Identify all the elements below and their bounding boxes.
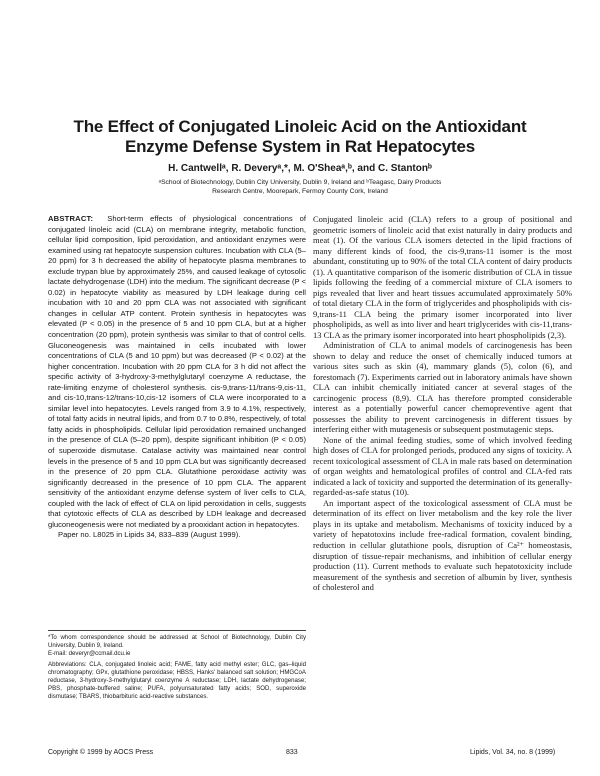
right-column bbox=[313, 214, 572, 593]
affiliation-line-2: Research Centre, Moorepark, Fermoy County Cork, Ireland bbox=[212, 188, 388, 195]
left-column bbox=[48, 214, 306, 541]
body-paragraph-1: Conjugated linoleic acid (CLA) refers to a group of positional and geometric isomers of linoleic acid that exist naturally in dairy products and meat (1). Of the various CLA isomers detected in the lipid fractions of many different kinds of food, the cis-9,trans-11 isomer is the most abundant, constituting up to 90% of the total CLA content of dairy products (1). A quantitative comparison of the isomeric distribution of CLA in tissue lipids following the feeding of a commercial mixture of CLA isomers to pigs revealed that liver and heart tissues accumulated approximately 50% of total dietary CLA in the form of triglycerides and phospholipids with cis-9,trans-11 CLA being the primary isomer incorporated into liver phospholipids, as well as into liver and heart triglycerides with cis-11,trans-13 CLA as the primary isomer incorporated into heart phospholipids (2,3). bbox=[313, 214, 572, 340]
footnotes bbox=[48, 634, 306, 704]
title-line-1: The Effect of Conjugated Linoleic Acid on the Antioxidant bbox=[73, 117, 527, 136]
paper-reference: Paper no. L8025 in Lipids 34, 833–839 (August 1999). bbox=[58, 530, 241, 540]
article-title bbox=[50, 117, 550, 157]
page-number: 833 bbox=[286, 749, 298, 756]
affiliation-line-1: ᵃSchool of Biotechnology, Dublin City University, Dublin 9, Ireland and ᵇTeagasc, Dairy Products bbox=[158, 179, 442, 186]
copyright-footer: Copyright © 1999 by AOCS Press bbox=[48, 749, 154, 756]
footnote-correspondence bbox=[48, 634, 306, 658]
footnote-divider bbox=[48, 630, 306, 631]
author-list: H. Cantwellᵃ, R. Deveryᵃ,*, M. O'Sheaᵃ,ᵇ, and C. Stantonᵇ bbox=[168, 163, 432, 174]
body-paragraph-3: None of the animal feeding studies, some of which involved feeding high doses of CLA for prolonged periods, produced any signs of toxicity. A recent toxicological assessment of CLA in male rats based on determination of organ weights and hematological profiles of control and CLA-fed rats indicated a lack of toxicity and supported the determination of its generally-regarded-as-safe status (10). bbox=[313, 434, 572, 498]
abstract bbox=[48, 214, 306, 530]
footnote-abbreviations: Abbreviations: CLA, conjugated linoleic acid; FAME, fatty acid methyl ester; GLC, gas–liquid chromatography; GPx, glutathione peroxidase; HBSS, Hanks' balanced salt solution; HMGCoA reductase, 3-hydroxy-3-methylglutaryl coenzyme A reductase; LDH, lactate dehydrogenase; PBS, phosphate-buffered saline; PUFA, polyunsaturated fatty acids; SOD, superoxide dismutase; TBARS, thiobarbituric acid-reactive substances. bbox=[48, 661, 306, 700]
email-text: E-mail: deveryr@ccmail.dcu.ie bbox=[48, 650, 131, 657]
body-paragraph-2: Administration of CLA to animal models of carcinogenesis has been shown to delay and reduce the onset of chemically induced tumors at various sites such as skin (4), mammary glands (5), colon (6), and forestomach (7). Experiments carried out in laboratory animals have shown CLA can inhibit chemically initiated cancer at several stages of the carcinogenic process (8,9). CLA has therefore prompted considerable interest as a potentially powerful cancer chemopreventive agent that possesses the ability to prevent carcinogenesis in different tissues by interfering either with mutagenesis or subsequent postmutagenic steps. bbox=[313, 340, 572, 435]
abstract-heading: ABSTRACT: bbox=[48, 214, 94, 223]
correspondence-text: *To whom correspondence should be addressed at School of Biotechnology, Dublin City University, Dublin 9, Ireland. bbox=[48, 634, 306, 649]
title-line-2: Enzyme Defense System in Rat Hepatocytes bbox=[124, 137, 476, 156]
affiliation bbox=[90, 178, 510, 196]
abstract-text: Short-term effects of physiological concentrations of conjugated linoleic acid (CLA) on membrane integrity, metabolic function, cellular lipid composition, lipid peroxidation, and antioxidant enzymes were examined using rat hepatocyte suspension cultures. Incubation with CLA (5–20 ppm) for 3 h decreased the ability of hepatocyte plasma membranes to exclude trypan blue by approximately 25%, and caused leakage of cytosolic lactate dehydrogenase (LDH) into the medium. The significant decrease (P < 0.02) in hepatocyte viability as measured by LDH leakage during cell incubation with 10 and 20 ppm CLA was not associated with significant changes in cellular ATP content. Protein synthesis in hepatocytes was elevated (P < 0.05) in the presence of 5 and 10 ppm CLA, but at a higher concentration (20 ppm), protein synthesis was similar to that of control cells. Gluconeogenesis was maintained in cells incubated with lower concentrations of CLA (5 and 10 ppm) but was decreased (P < 0.02) at the higher concentration. Incubation with 20 ppm CLA for 3 h did not affect the specific activity of 3-hydroxy-3-methylglutaryl coenzyme A reductase, the rate-limiting enzyme of cholesterol synthesis. cis-9,trans-11/trans-9,cis-11, and cis-10,trans-12/trans-10,cis-12 isomers of CLA were incorporated to a similar level into hepatocytes. Levels ranged from 3.9 to 4.1%, respectively, of total fatty acids in neutral lipids, and from 0.7 to 0.8%, respectively, of total fatty acids in phospholipids. Cellular lipid peroxidation remained unchanged in the presence of CLA (5–20 ppm), despite significant inhibition (P < 0.05) of superoxide dismutase. Catalase activity was maintained near control levels in the presence of 5 and 10 ppm CLA but was significantly decreased in the presence of 20 ppm CLA. Glutathione peroxidase activity was significantly decreased in the presence of 10 ppm CLA. The apparent sensitivity of the antioxidant enzyme defense system of liver cells to CLA, coupled with the lack of effect of CLA on lipid peroxidation in cells, suggests that cytotoxic effects of CLA as described by LDH leakage and decreased gluconeogenesis were not mediated by a prooxidant action in hepatocytes. bbox=[48, 214, 306, 529]
body-paragraph-4: An important aspect of the toxicological assessment of CLA must be determination of its effect on liver metabolism and the key role the liver plays in its uptake and metabolism. Mechanisms of toxicity induced by a variety of hepatotoxins include free-radical formation, covalent binding, reduction in cellular glutathione pools, disruption of Ca²⁺ homeostasis, disruption of tissue-repair mechanisms, and inhibition of cellular energy production (11). Current methods to evaluate such hepatotoxicity include measurement of the synthesis and secretion of albumin by liver, synthesis of cholesterol and bbox=[313, 497, 572, 593]
journal-footer: Lipids, Vol. 34, no. 8 (1999) bbox=[470, 749, 556, 756]
